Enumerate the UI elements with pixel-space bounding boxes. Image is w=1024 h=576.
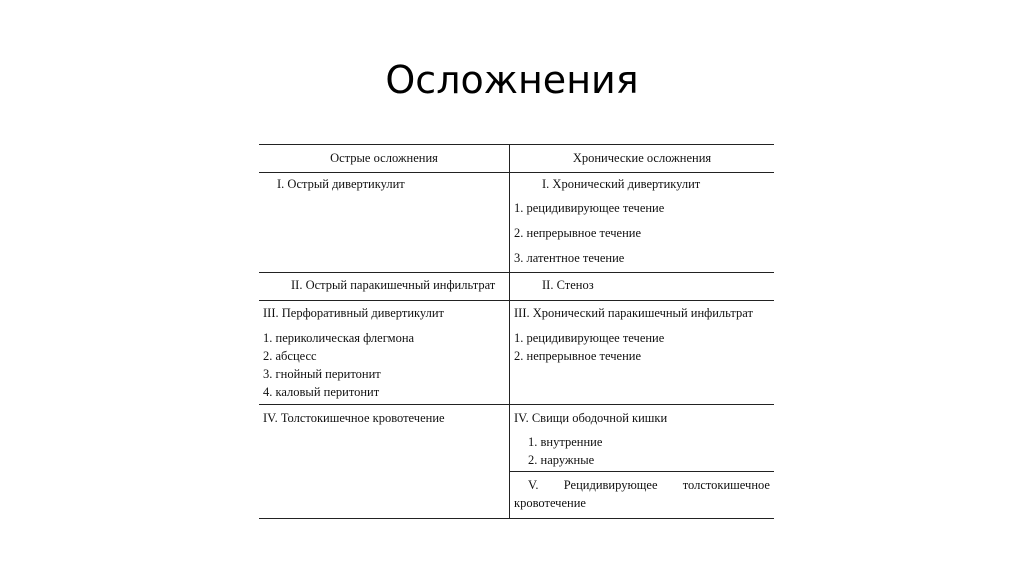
list-item: 4. каловый перитонит bbox=[263, 385, 380, 399]
table-row bbox=[259, 405, 774, 519]
recurrent-word: Рецидивирующее bbox=[563, 478, 658, 492]
recurrent-bleeding-subcell bbox=[510, 472, 774, 512]
list-item: 3. латентное течение bbox=[514, 251, 625, 265]
item-number: V. bbox=[528, 478, 539, 492]
colonic-bleeding-cell bbox=[259, 405, 510, 518]
perforative-diverticulitis: III. Перфоративный дивертикулит bbox=[263, 306, 444, 320]
table-header-row bbox=[259, 144, 774, 173]
table-row bbox=[259, 173, 774, 273]
table-row bbox=[259, 301, 774, 405]
fistula: IV. Свищи ободочной кишки bbox=[514, 411, 668, 425]
acute-diverticulitis-cell bbox=[259, 173, 510, 272]
list-item: 2. абсцесс bbox=[263, 349, 317, 363]
list-item: 3. гнойный перитонит bbox=[263, 367, 381, 381]
chronic-infiltrate: III. Хронический паракишечный инфильтрат bbox=[514, 306, 753, 320]
list-item: 2. непрерывное течение bbox=[514, 226, 642, 240]
acute-infiltrate: II. Острый паракишечный инфильтрат bbox=[259, 273, 510, 300]
acute-diverticulitis: I. Острый дивертикулит bbox=[277, 177, 405, 191]
list-item: 1. рецидивирующее течение bbox=[514, 331, 665, 345]
list-item: 2. непрерывное течение bbox=[514, 349, 642, 363]
list-item: 2. наружные bbox=[528, 453, 595, 467]
chronic-infiltrate-cell bbox=[510, 301, 774, 404]
chronic-diverticulitis: I. Хронический дивертикулит bbox=[542, 177, 701, 191]
header-chronic: Хронические осложнения bbox=[572, 151, 712, 165]
perforative-diverticulitis-cell bbox=[259, 301, 510, 404]
complications-table bbox=[259, 144, 774, 519]
list-item: 1. периколическая флегмона bbox=[263, 331, 415, 345]
fistula-subcell bbox=[510, 405, 774, 472]
fistula-cell bbox=[510, 405, 774, 518]
header-acute: Острые осложнения bbox=[259, 145, 510, 172]
slide-title: Осложнения bbox=[385, 58, 639, 102]
recurrent-bleeding-line2: кровотечение bbox=[514, 496, 586, 510]
colonic-word: толстокишечное bbox=[682, 478, 770, 492]
list-item: 1. рецидивирующее течение bbox=[514, 201, 665, 215]
stenosis: II. Стеноз bbox=[542, 278, 594, 292]
colonic-bleeding: IV. Толстокишечное кровотечение bbox=[263, 411, 445, 425]
chronic-diverticulitis-cell bbox=[510, 173, 774, 272]
table-row bbox=[259, 273, 774, 301]
recurrent-bleeding-line1 bbox=[514, 476, 770, 494]
list-item: 1. внутренние bbox=[528, 435, 603, 449]
